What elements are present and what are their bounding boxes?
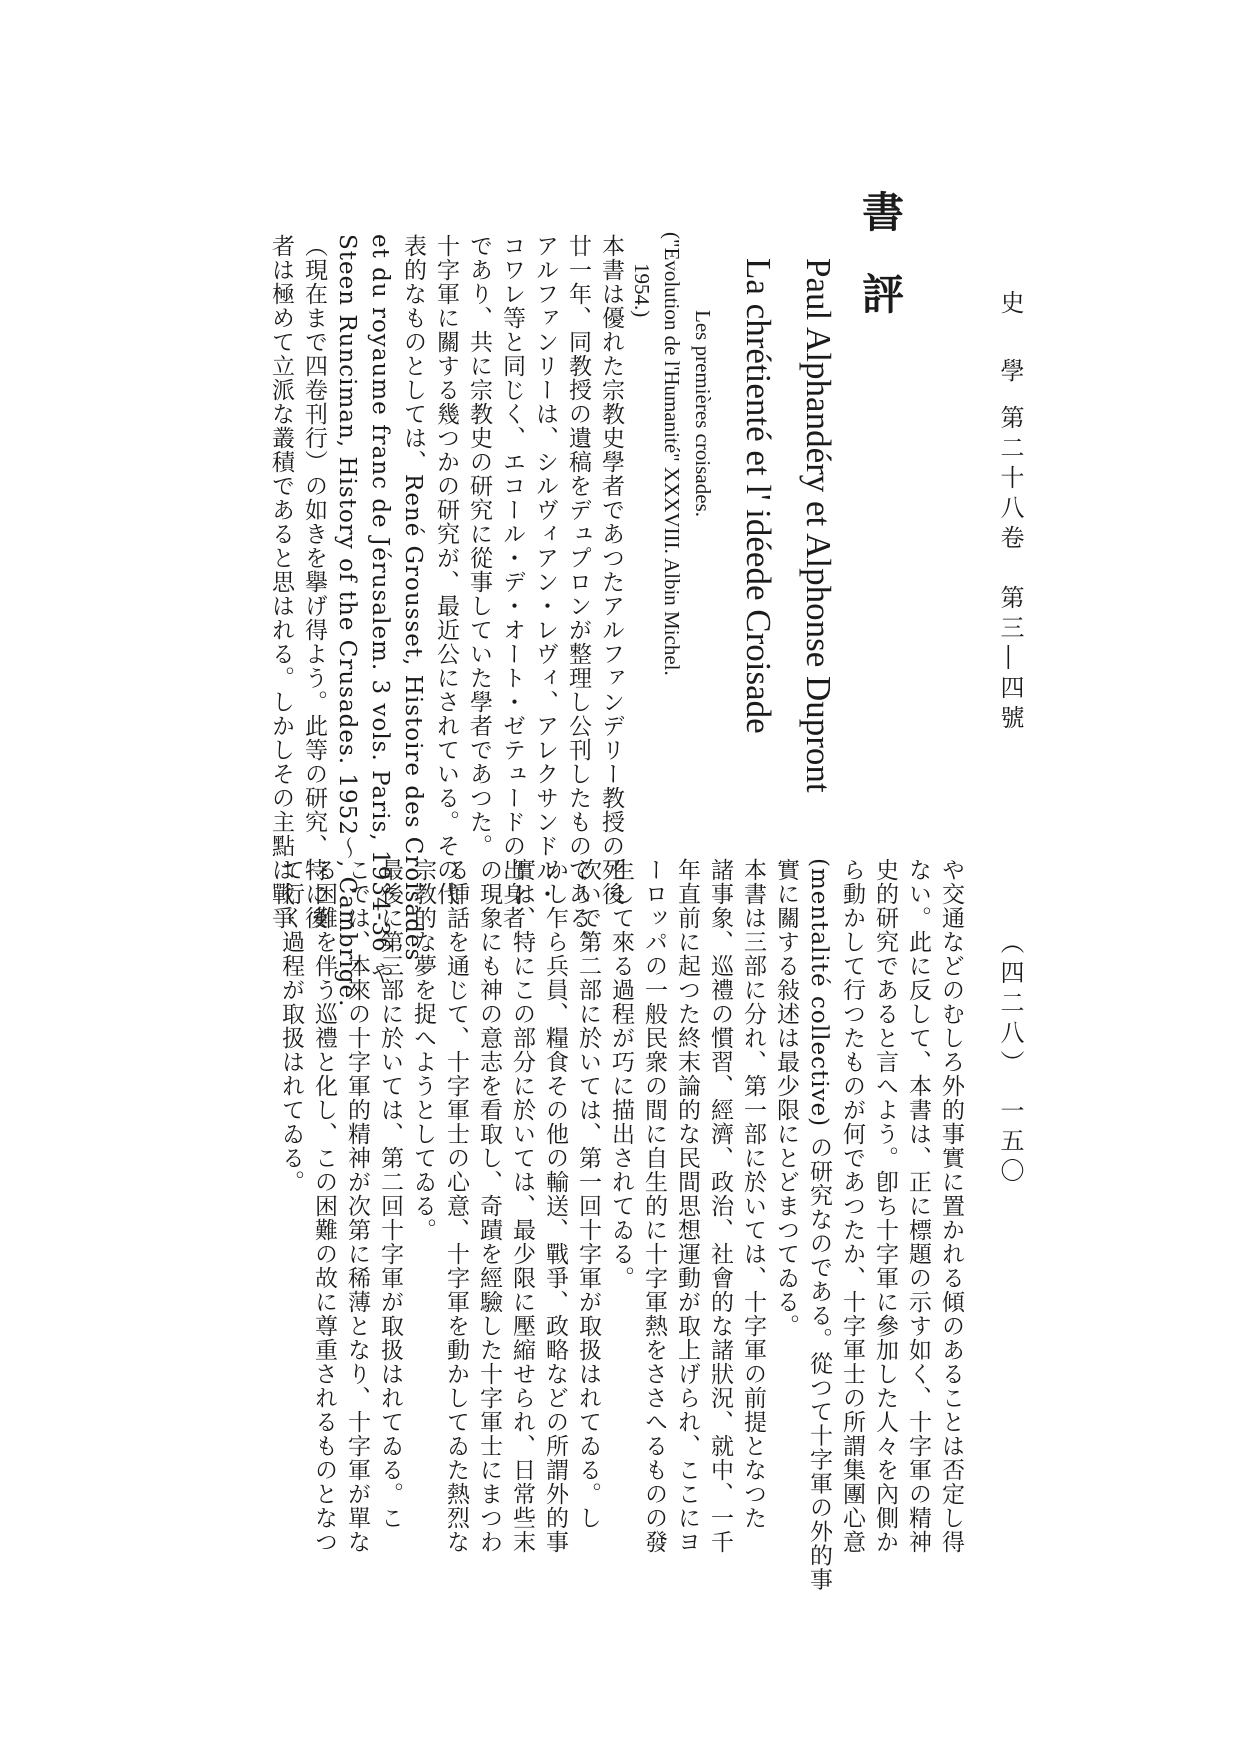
- text-line: る困難を伴う巡禮と化し、この困難の故に尊重されるものとなつ: [311, 858, 337, 1554]
- text-line: 最後に第三部に於いては、第二回十字軍が取扱はれてゐる。こ: [377, 858, 403, 1530]
- page-numbers: （四二八） 一五〇: [996, 930, 1024, 1188]
- book-authors: Paul Alphandéry et Alphonse Dupront: [799, 258, 838, 793]
- text-line: 宗教的な夢を捉へようとしてゐる。: [410, 858, 436, 1242]
- text-line: 實に關する敍述は最少限にとどまつてゐる。: [773, 858, 799, 1338]
- text-line: や交通などのむしろ外的事實に置かれる傾のあることは否定し得: [938, 858, 964, 1554]
- text-line: 次いで第二部に於いては、第一回十字軍が取扱はれてゐる。し: [575, 858, 601, 1530]
- text-line: ら動かして行つたものが何であつたか、十字軍士の所謂集團心意: [839, 858, 865, 1554]
- text-line: 本書は優れた宗教史學者であつたアルファンデリー教授の死後: [598, 234, 624, 906]
- text-line: の現象にも神の意志を看取し、奇蹟を經驗した十字軍士にまつわ: [476, 858, 502, 1554]
- text-line: 年直前に起つた終末論的な民間思想運動が取上げられ、ここにヨ: [674, 858, 700, 1554]
- series-year: 1954.): [630, 263, 654, 318]
- text-line: （現在まで四卷刊行）の如きを擧げ得よう。此等の研究、特に後: [301, 234, 327, 930]
- text-line: 生して來る過程が巧に描出されてゐる。: [608, 858, 634, 1290]
- text-line: Steen Runciman, History of the Crusades. 1952～, Cambrige.: [334, 234, 360, 1008]
- text-line: 諸事象、巡禮の慣習、經濟、政治、社會的な諸狀況、就中、一千: [707, 858, 733, 1554]
- text-line: 十字軍に關する幾つかの研究が、最近公にされている。その代: [433, 234, 459, 906]
- text-line: コワレ等と同じく、エコール・デ・オート・ゼテュードの出身者: [499, 234, 525, 930]
- text-line: こでは、本來の十字軍的精神が次第に稀薄となり、十字軍が單な: [344, 858, 370, 1554]
- text-line: 廿一年、同教授の遺稿をデュプロンが整理し公刊したものである。: [565, 234, 591, 954]
- text-line: 表的なものとしては、René Grousset, Histoire des Croisades: [400, 234, 426, 962]
- volume-issue: 第二十八卷 第三―四號: [996, 405, 1024, 735]
- text-line: アルファンリーは、シルヴィアン・レヴィ、アレクサンドル・: [532, 234, 558, 906]
- text-line: であり、共に宗教史の研究に從事していた學者であつた。: [466, 234, 492, 858]
- section-title: 書評: [856, 190, 905, 354]
- text-line: 本書は三部に分れ、第一部に於いては、十字軍の前提となつた: [740, 858, 766, 1530]
- text-line: かし乍ら兵員、糧食その他の輸送、戰爭、政略などの所謂外的事: [542, 858, 568, 1554]
- text-line: て行く過程が取扱はれてゐる。: [278, 858, 304, 1194]
- text-line: ない。此に反して、本書は、正に標題の示す如く、十字軍の精神: [905, 858, 931, 1554]
- series-info: ("Evolution de l'Humanité" XXXVIII. Albin Michel.: [660, 232, 684, 676]
- book-subtitle: Les premières croisades.: [691, 310, 715, 517]
- text-line: る挿話を通じて、十字軍士の心意、十字軍を動かしてゐた熱烈な: [443, 858, 469, 1554]
- book-title: La chrétienté et l' idéede Croisade: [739, 258, 778, 734]
- text-line: ーロッパの一般民衆の間に自生的に十字軍熱をささへるものの發: [641, 858, 667, 1554]
- text-line: 史的研究であると言へよう。卽ち十字軍に參加した人々を內側か: [872, 858, 898, 1554]
- journal-name: 史 學: [996, 290, 1024, 392]
- text-line: (mentalité collective) の研究なのである。從つて十字軍の外的事: [806, 858, 832, 1592]
- text-line: 者は極めて立派な叢積であると思はれる。しかしその主點は戰爭: [268, 234, 294, 930]
- text-line: 實は、特にこの部分に於いては、最少限に壓縮せられ、日常些末: [509, 858, 535, 1554]
- text-line: et du royaume franc de Jérusalem. 3 vols. Paris, 1934-36 や: [367, 234, 393, 985]
